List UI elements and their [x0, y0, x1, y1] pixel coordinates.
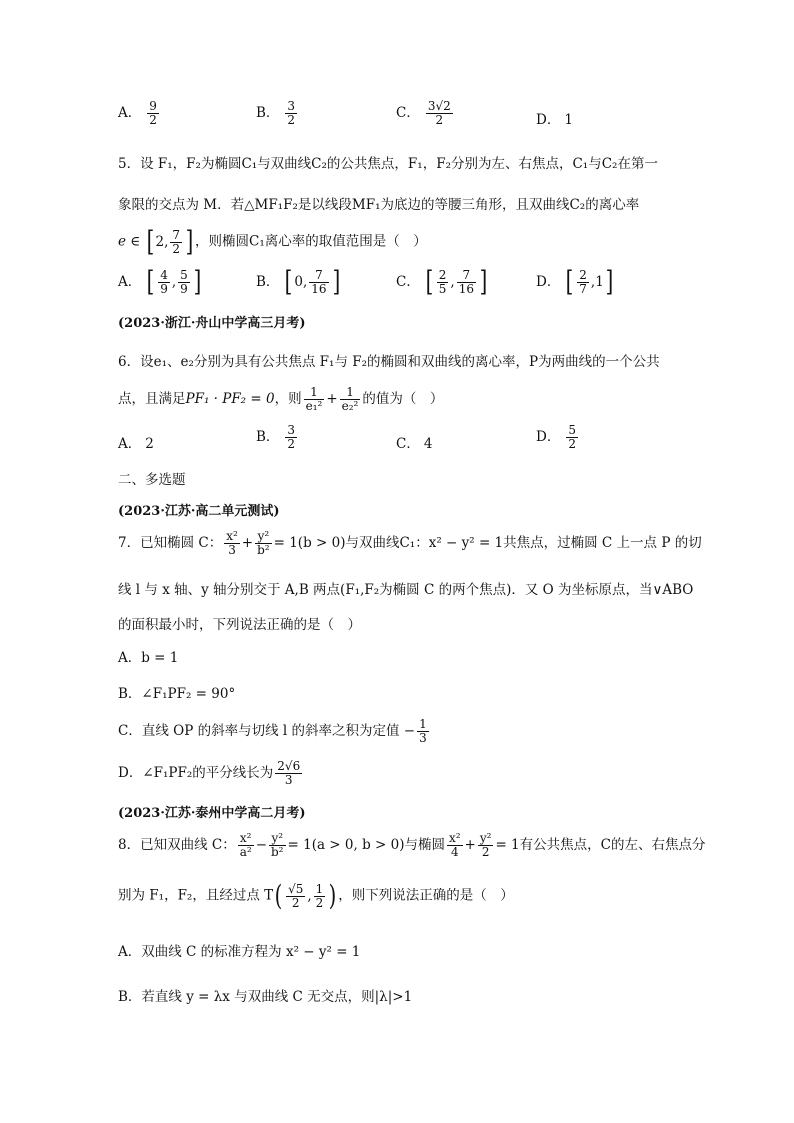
section-heading: 二、多选题: [118, 472, 186, 488]
source-note-q8: (2023·江苏·泰州中学高二月考): [118, 806, 306, 821]
q5-option-b: B． [ 0, $\frac{7}{16}$ ]: [256, 265, 340, 298]
q6-option-b: B． $\frac{3}{2}$: [256, 423, 296, 451]
q5-option-a: A． [ $\frac{4}{9}$ , $\frac{5}{9}$ ]: [118, 265, 202, 298]
q8-line2: 别为 F₁，F₂，且经过点 T ( $\frac{√5}{2}$ , $\frac{1}{2}$ ) ，则下列说法正确的是（ ）: [118, 879, 514, 912]
q6-options: [118, 424, 678, 458]
fraction: $\frac{3}{2}$: [287, 99, 296, 127]
fraction: $\frac{9}{2}$: [149, 99, 157, 127]
q6-line1: 6．设e₁、e₂分别为具有公共焦点 F₁与 F₂的椭圆和双曲线的离心率，P为两曲线的一个公共: [118, 354, 660, 370]
q5-option-c: C． [ $\frac{2}{5}$ , $\frac{7}{16}$ ]: [396, 265, 488, 298]
q4-option-c: [396, 100, 455, 127]
q7-option-b: B．∠F₁PF₂ = 90°: [118, 686, 236, 702]
q7-line1: 7．已知椭圆 C： $\frac{\text{x²}}{3}$ + $\frac{\text{y²}}{\text{b²}}$ = 1(b > 0)与双曲线C₁：x² − y² = 1共焦点，过椭圆 C 上一点 P 的切: [118, 529, 702, 557]
option-label: B．: [256, 105, 280, 121]
option-label: D．: [536, 112, 561, 128]
q4-options: [118, 100, 678, 134]
q6-option-d: D． $\frac{5}{2}$: [536, 423, 576, 451]
q6-option-a: A． 2: [118, 436, 154, 452]
source-note-q7: (2023·江苏·高二单元测试): [118, 504, 280, 519]
q4-option-d: D． 1: [536, 112, 573, 128]
q7-option-d: D．∠F₁PF₂的平分线长为 $\frac{2√6}{3}$: [118, 759, 301, 787]
option-label: A．: [118, 105, 142, 121]
q7-option-c: C．直线 OP 的斜率与切线 l 的斜率之积为定值 − $\frac{1}{3}$: [118, 717, 427, 745]
q7-line2: 线 l 与 x 轴、y 轴分别交于 A,B 两点(F₁,F₂为椭圆 C 的两个焦点)．又 O 为坐标原点，当∨ABO: [118, 582, 694, 598]
q4-option-b: [256, 100, 299, 127]
interval: [ 2, $\frac{7}{2}$ ]: [146, 225, 194, 258]
q6-option-c: C． 4: [396, 436, 433, 452]
q5-line1: 5．设 F₁，F₂为椭圆C₁与双曲线C₂的公共焦点，F₁，F₂分别为左、右焦点，C₁与C₂在第一: [118, 156, 658, 172]
q8-line1: 8．已知双曲线 C： $\frac{\text{x²}}{\text{a²}}$ − $\frac{\text{y²}}{\text{b²}}$ = 1(a > 0, b > 0)与椭圆 $\frac{\text{x²}}{4}$ + $\frac{\text{y²}}{2}$ = 1有公共焦点，C的左、右焦点分: [118, 831, 706, 859]
q5-option-d: D． [ $\frac{2}{7}$ ,1 ]: [536, 265, 614, 298]
q8-option-a: A．双曲线 C 的标准方程为 x² − y² = 1: [118, 944, 361, 960]
q5-options: [118, 265, 678, 302]
q7-option-a: A．b = 1: [118, 650, 179, 666]
q5-line3: e ∈ [ 2, $\frac{7}{2}$ ] ，则椭圆C₁离心率的取值范围是（ ）: [118, 225, 427, 258]
q6-line2: 点，且满足PF₁ · PF₂ = 0，则 $\frac{1}{\text{e₁²}}$ + $\frac{1}{\text{e₂²}}$ 的值为（ ）: [118, 385, 444, 413]
q5-line2: 象限的交点为 M．若△MF₁F₂是以线段MF₁为底边的等腰三角形，且双曲线C₂的离心率: [118, 197, 640, 213]
q8-option-b: B．若直线 y = λx 与双曲线 C 无交点，则|λ|>1: [118, 989, 413, 1005]
source-note-q6: (2023·浙江·舟山中学高三月考): [118, 316, 306, 331]
q7-line3: 的面积最小时，下列说法正确的是（ ）: [118, 617, 361, 633]
fraction: $\frac{3√2}{2}$: [427, 99, 451, 127]
q4-option-a: [118, 100, 161, 127]
option-label: C．: [396, 105, 420, 121]
